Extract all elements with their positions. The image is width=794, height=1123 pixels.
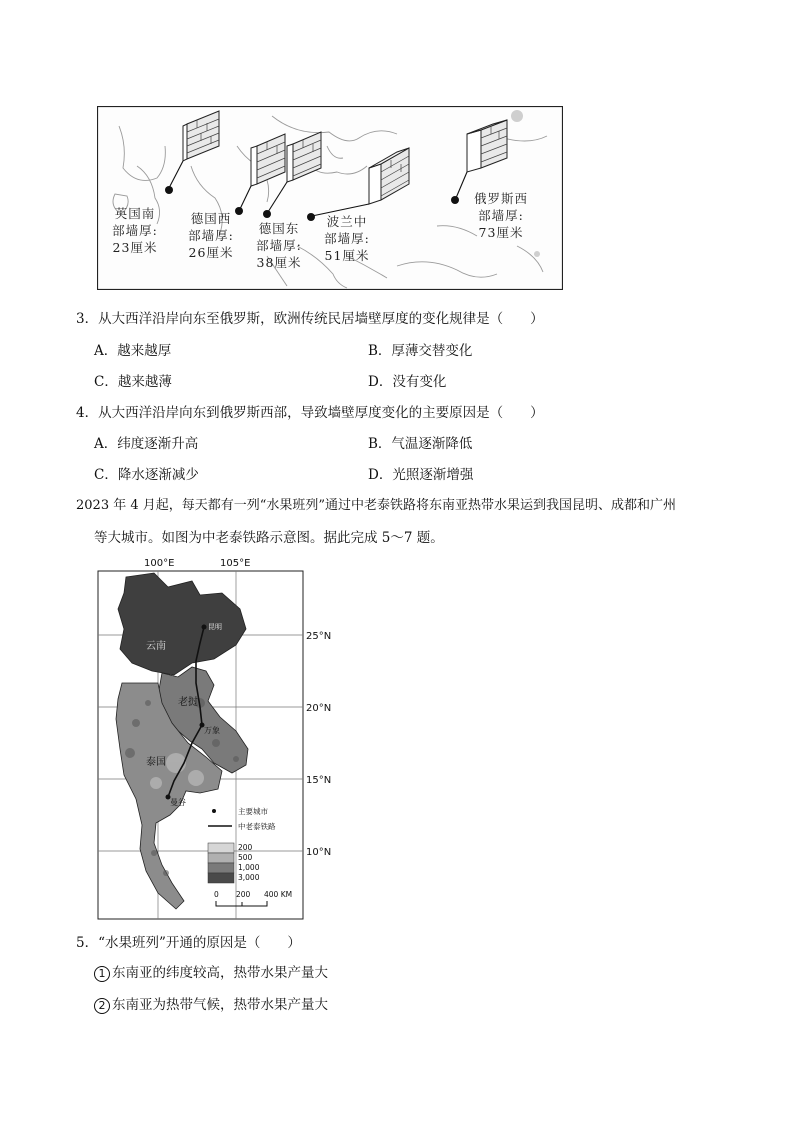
lon-label-100: 100°E — [144, 558, 175, 569]
q3-option-c[interactable]: C．越来越薄 — [94, 374, 172, 390]
region-laos-label: 老挝 — [178, 697, 198, 708]
wall-label-west-germany: 德国西 部墙厚: 26厘米 — [188, 211, 234, 260]
q4-option-b[interactable]: B．气温逐渐降低 — [368, 436, 473, 452]
lon-label-105: 105°E — [220, 558, 251, 569]
lat-label-15: 15°N — [306, 775, 332, 786]
q5-item-2[interactable] — [94, 996, 328, 1014]
legend-railway-label: 中老泰铁路 — [238, 822, 276, 831]
q3-option-a[interactable]: A．越来越厚 — [94, 343, 172, 359]
q5-item-1[interactable] — [94, 964, 328, 982]
scale-200: 200 — [236, 890, 251, 899]
intro-line-1: 2023 年 4 月起，每天都有一列“水果班列”通过中老泰铁路将东南亚热带水果运到我国昆明、成都和广州 — [76, 498, 677, 513]
city-vientiane: 万象 — [204, 726, 220, 735]
q3-option-d[interactable]: D．没有变化 — [368, 374, 447, 390]
lat-label-20: 20°N — [306, 703, 332, 714]
legend-elev-1000: 1,000 — [238, 863, 260, 872]
lat-label-10: 10°N — [306, 847, 332, 858]
wall-label-russia: 俄罗斯西 部墙厚: 73厘米 — [473, 191, 528, 240]
europe-wall-map — [97, 106, 563, 290]
legend-elev-500: 500 — [238, 853, 253, 862]
q4-option-c[interactable]: C．降水逐渐减少 — [94, 467, 199, 483]
city-bangkok: 曼谷 — [170, 798, 186, 807]
lat-label-25: 25°N — [306, 631, 332, 642]
railway-map — [96, 553, 364, 923]
wall-label-poland: 波兰中 部墙厚: 51厘米 — [324, 214, 370, 263]
question-3-stem: 3．从大西洋沿岸向东至俄罗斯，欧洲传统民居墙壁厚度的变化规律是（ ） — [76, 311, 544, 327]
scale-0: 0 — [214, 890, 219, 899]
q4-option-d[interactable]: D．光照逐渐增强 — [368, 467, 474, 483]
q4-option-a[interactable]: A．纬度逐渐升高 — [94, 436, 199, 452]
q3-option-b[interactable]: B．厚薄交替变化 — [368, 343, 473, 359]
wall-label-east-germany: 德国东 部墙厚: 38厘米 — [256, 221, 302, 270]
region-thailand-label: 泰国 — [146, 757, 166, 768]
wall-label-uk: 英国南 部墙厚: 23厘米 — [112, 206, 158, 255]
q5-item-2-text: 东南亚为热带气候，热带水果产量大 — [112, 997, 328, 1013]
region-yunnan-label: 云南 — [146, 641, 166, 652]
legend-city-label: 主要城市 — [238, 807, 268, 816]
city-kunming: 昆明 — [208, 623, 222, 631]
q5-item-1-text: 东南亚的纬度较高，热带水果产量大 — [112, 965, 328, 981]
legend-elev-3000: 3,000 — [238, 873, 260, 882]
legend-elev-200: 200 — [238, 843, 253, 852]
scale-400: 400 KM — [264, 890, 293, 899]
question-4-stem: 4．从大西洋沿岸向东到俄罗斯西部，导致墙壁厚度变化的主要原因是（ ） — [76, 405, 544, 421]
question-5-stem: 5．“水果班列”开通的原因是（ ） — [76, 935, 301, 951]
circled-number-1: 1 — [94, 966, 110, 982]
circled-number-2: 2 — [94, 998, 110, 1014]
railway-map-graphic — [96, 553, 364, 923]
intro-line-2: 等大城市。如图为中老泰铁路示意图。据此完成 5～7 题。 — [94, 530, 444, 546]
